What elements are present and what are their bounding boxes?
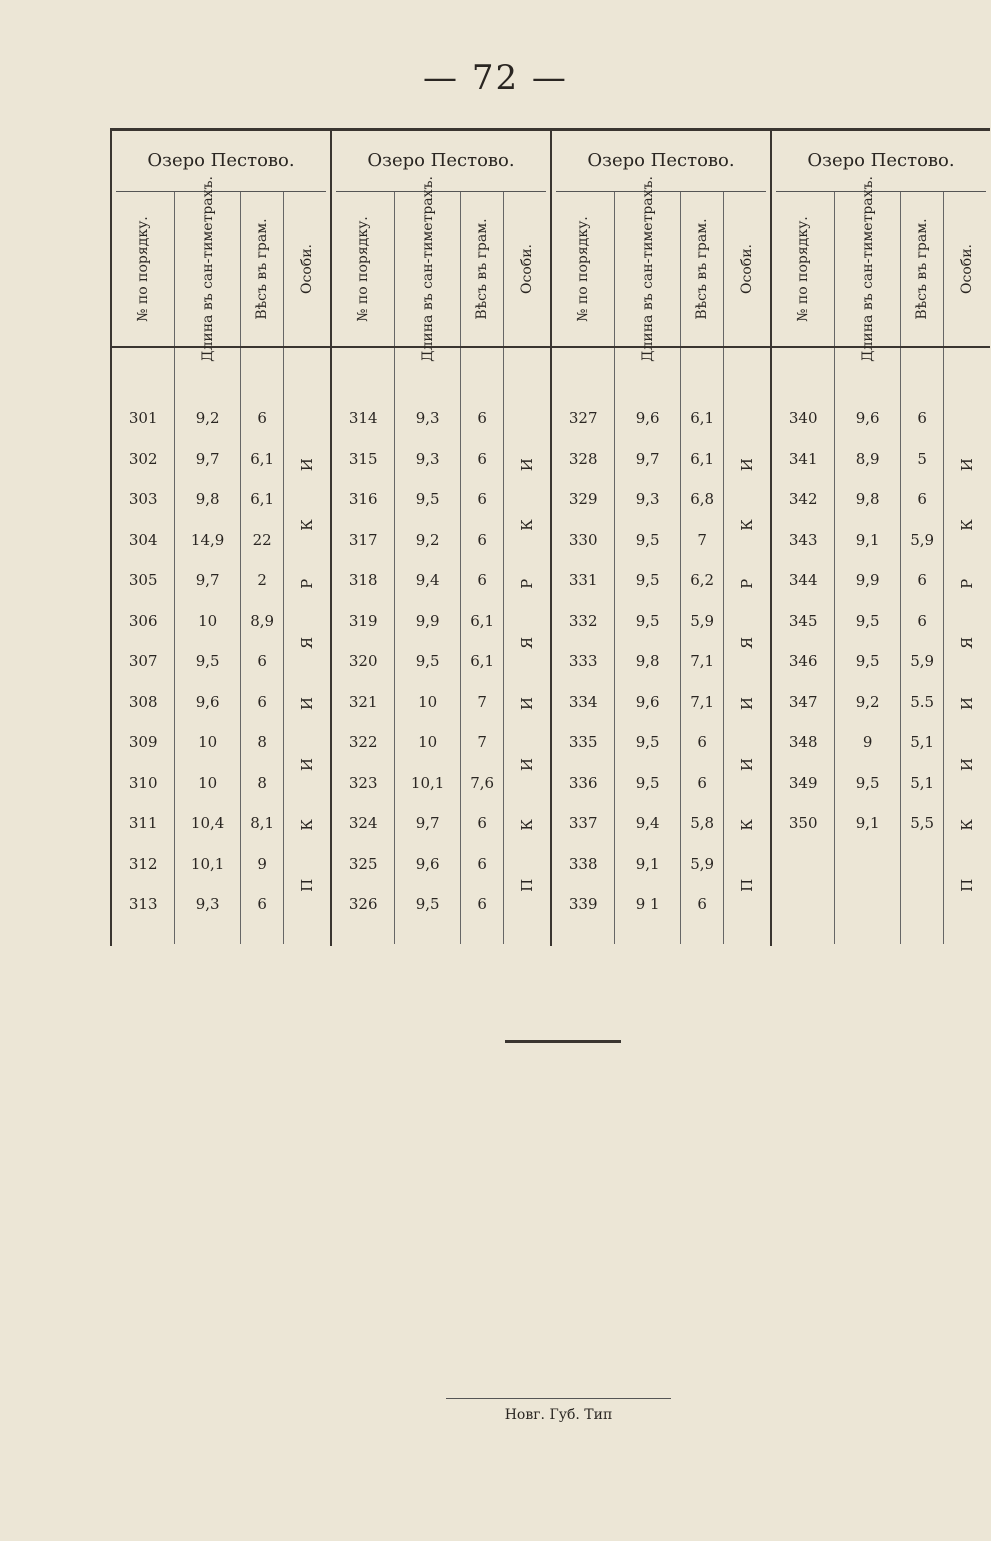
table-cell: 9,2 <box>195 409 220 427</box>
table-cell: 6 <box>477 530 487 549</box>
table-cell: 335 <box>568 733 598 751</box>
table-cell: 7 <box>477 733 487 751</box>
table-cell: 324 <box>348 814 378 832</box>
table-cell: 10 <box>198 733 218 751</box>
column-numbers <box>112 348 175 944</box>
table-cell: 349 <box>788 773 818 792</box>
column-header-row <box>332 176 550 362</box>
table-cell: 9,3 <box>415 449 440 468</box>
table-cell: 337 <box>568 814 598 832</box>
table-cell: 6 <box>477 854 487 873</box>
table-cell: 9 <box>257 854 267 873</box>
column-lengths <box>835 348 900 944</box>
table-cell: 9,5 <box>855 611 880 630</box>
table-cell: 339 <box>568 895 598 913</box>
column-header-label: № по порядку. <box>135 216 152 322</box>
table-cell: 5,8 <box>690 814 715 832</box>
table-cell: 6 <box>477 814 487 832</box>
table-cell: 301 <box>128 409 158 427</box>
column-header-number <box>332 192 395 346</box>
table-cell: 328 <box>568 449 598 468</box>
table-cell: 9,5 <box>195 652 220 670</box>
table-cell: 9,5 <box>635 530 660 549</box>
table-cell: 332 <box>568 611 598 630</box>
table-cell: 7,1 <box>690 652 715 670</box>
column-weights <box>681 348 725 944</box>
table-cell: 345 <box>788 611 818 630</box>
table-cell: 10 <box>198 611 218 630</box>
table-cell: 9,9 <box>855 571 880 589</box>
column-special <box>724 348 770 944</box>
table-cell: 344 <box>788 571 818 589</box>
table-cell: 9,6 <box>415 854 440 873</box>
column-header-length <box>615 176 680 362</box>
table-cell: 5,9 <box>690 854 715 873</box>
table-cell: 317 <box>348 530 378 549</box>
table-cell: 5 <box>917 449 927 468</box>
table-cell: 319 <box>348 611 378 630</box>
table-cell: 6,8 <box>690 490 715 508</box>
table-cell: 8,9 <box>250 611 275 630</box>
table-cell: 9,3 <box>635 490 660 508</box>
table-cell: 6 <box>257 895 267 913</box>
special-label: ПКИИЯРКИ <box>518 410 537 892</box>
lake-title: Озеро Пестово. <box>336 131 546 192</box>
table-cell: 6 <box>697 773 707 792</box>
column-header-label: Вѣсъ въ грам. <box>694 218 711 320</box>
table-cell: 346 <box>788 652 818 670</box>
column-header-length <box>175 176 240 362</box>
table-cell: 7 <box>477 692 487 711</box>
lake-table <box>110 131 330 946</box>
table-cell: 9,8 <box>855 490 880 508</box>
table-cell: 2 <box>257 571 267 589</box>
column-header-label: Особи. <box>519 244 536 294</box>
table-cell: 9,5 <box>855 652 880 670</box>
table-cell: 8,1 <box>250 814 275 832</box>
table-cell: 6,1 <box>690 409 715 427</box>
table-cell: 9,4 <box>635 814 660 832</box>
table-cell: 322 <box>348 733 378 751</box>
table-cell: 5,5 <box>910 814 935 832</box>
table-cell: 327 <box>568 409 598 427</box>
table-cell: 343 <box>788 530 818 549</box>
column-lengths <box>175 348 240 944</box>
column-header-label: № по порядку. <box>795 216 812 322</box>
table-cell: 6 <box>917 571 927 589</box>
lake-table <box>550 131 770 946</box>
table-cell: 338 <box>568 854 598 873</box>
end-divider <box>505 1040 621 1043</box>
lake-table <box>330 131 550 946</box>
table-cell: 9,5 <box>635 611 660 630</box>
column-weights <box>241 348 285 944</box>
lake-table <box>770 131 990 946</box>
table-cell: 8,9 <box>855 449 880 468</box>
table-cell: 321 <box>348 692 378 711</box>
column-header-special <box>944 192 990 346</box>
column-header-number <box>552 192 615 346</box>
table-cell: 313 <box>128 895 158 913</box>
table-cell: 9,4 <box>415 571 440 589</box>
column-special <box>284 348 330 944</box>
table-cell: 5,1 <box>910 733 935 751</box>
table-cell: 6 <box>697 733 707 751</box>
table-cell: 6 <box>477 490 487 508</box>
table-cell: 9,5 <box>635 773 660 792</box>
table-cell: 9,5 <box>635 733 660 751</box>
column-header-weight <box>241 192 285 346</box>
table-cell: 6 <box>917 490 927 508</box>
table-cell: 9,3 <box>415 409 440 427</box>
table-cell: 329 <box>568 490 598 508</box>
table-cell: 7,1 <box>690 692 715 711</box>
column-header-number <box>112 192 175 346</box>
table-cell: 9,5 <box>855 773 880 792</box>
table-cell: 9 1 <box>635 895 660 913</box>
table-cell: 9,6 <box>855 409 880 427</box>
table-cell: 334 <box>568 692 598 711</box>
column-header-label: Особи. <box>299 244 316 294</box>
column-header-special <box>724 192 770 346</box>
table-cell: 5.5 <box>910 692 935 711</box>
table-cell: 10,1 <box>190 854 225 873</box>
column-header-label: Вѣсъ въ грам. <box>914 218 931 320</box>
column-header-label: Длина въ сан-тиметрахъ. <box>419 176 436 362</box>
table-cell: 9,9 <box>415 611 440 630</box>
table-cell: 304 <box>128 530 158 549</box>
table-cell: 326 <box>348 895 378 913</box>
table-cell: 9,2 <box>415 530 440 549</box>
table-cell: 316 <box>348 490 378 508</box>
column-header-special <box>504 192 550 346</box>
lake-title: Озеро Пестово. <box>556 131 766 192</box>
table-cell <box>772 844 834 885</box>
column-weights <box>901 348 945 944</box>
column-special <box>504 348 550 944</box>
table-cell: 306 <box>128 611 158 630</box>
lake-title: Озеро Пестово. <box>116 131 326 192</box>
column-header-length <box>395 176 460 362</box>
table-cell: 6,1 <box>690 449 715 468</box>
table-cell: 302 <box>128 449 158 468</box>
column-header-row <box>552 176 770 362</box>
table-cell: 9,2 <box>855 692 880 711</box>
table-cell: 314 <box>348 409 378 427</box>
table-cell: 10 <box>418 733 438 751</box>
table-cell <box>772 884 834 925</box>
table-cell: 6 <box>917 611 927 630</box>
table-cell: 350 <box>788 814 818 832</box>
table-cell: 9 <box>862 733 873 751</box>
table-cell: 6,1 <box>250 490 275 508</box>
column-header-label: Длина въ сан-тиметрахъ. <box>639 176 656 362</box>
table-cell: 6,1 <box>250 449 275 468</box>
table-cell <box>901 844 944 885</box>
table-cell: 9,7 <box>415 814 440 832</box>
column-header-label: Особи. <box>739 244 756 294</box>
table-cell: 10,1 <box>410 773 445 792</box>
table-cell: 315 <box>348 449 378 468</box>
table-cell: 6 <box>477 449 487 468</box>
table-cell: 9,5 <box>415 895 440 913</box>
column-numbers <box>332 348 395 944</box>
column-header-label: Вѣсъ въ грам. <box>474 218 491 320</box>
column-numbers <box>552 348 615 944</box>
table-cell: 9,6 <box>635 692 660 711</box>
table-cell: 10 <box>198 773 218 792</box>
table-cell: 9,8 <box>635 652 660 670</box>
table-cell: 6 <box>477 571 487 589</box>
column-header-row <box>112 176 330 362</box>
table-cell: 6,2 <box>690 571 715 589</box>
column-header-label: № по порядку. <box>355 216 372 322</box>
table-cell: 9,5 <box>415 652 440 670</box>
table-cell: 342 <box>788 490 818 508</box>
table-cell: 325 <box>348 854 378 873</box>
table-cell: 9,6 <box>195 692 220 711</box>
table-cell: 9,3 <box>195 895 220 913</box>
table-cell: 7,6 <box>470 773 495 792</box>
column-header-special <box>284 192 330 346</box>
table-cell: 330 <box>568 530 598 549</box>
column-header-length <box>835 176 900 362</box>
column-lengths <box>615 348 680 944</box>
table-cell: 8 <box>257 733 267 751</box>
column-header-weight <box>901 192 945 346</box>
table-cell: 9,7 <box>195 449 220 468</box>
table-cell: 9,8 <box>195 490 220 508</box>
column-header-label: Вѣсъ въ грам. <box>254 218 271 320</box>
column-weights <box>461 348 505 944</box>
column-header-label: Длина въ сан-тиметрахъ. <box>859 176 876 362</box>
table-cell: 347 <box>788 692 818 711</box>
column-header-weight <box>681 192 725 346</box>
table-cell: 333 <box>568 652 598 670</box>
table-cell: 10,4 <box>190 814 225 832</box>
special-label: ПКИИЯРКИ <box>958 410 977 892</box>
column-header-label: Особи. <box>959 244 976 294</box>
printer-imprint: Новг. Губ. Тип <box>446 1398 671 1423</box>
table-cell: 348 <box>788 733 818 751</box>
table-cell: 6 <box>477 895 487 913</box>
table-cell: 5,9 <box>910 652 935 670</box>
column-special <box>944 348 990 944</box>
table-cell: 305 <box>128 571 158 589</box>
table-cell <box>835 884 899 925</box>
special-label: ПКИИЯРКИ <box>298 410 317 892</box>
table-cell: 340 <box>788 409 818 427</box>
table-cell: 309 <box>128 733 158 751</box>
table-cell: 5,9 <box>910 530 935 549</box>
table-cell: 9,1 <box>855 814 880 832</box>
table-cell: 9,7 <box>635 449 660 468</box>
table-cell: 311 <box>128 814 158 832</box>
table-cell: 6,1 <box>470 611 495 630</box>
table-cell: 341 <box>788 449 818 468</box>
table-cell: 312 <box>128 854 158 873</box>
table-cell: 331 <box>568 571 598 589</box>
table-cell: 6 <box>917 409 927 427</box>
table-cell: 6 <box>697 895 707 913</box>
table-cell: 9,1 <box>635 854 660 873</box>
table-cell: 9,1 <box>855 530 880 549</box>
table-cell: 9,7 <box>195 571 220 589</box>
table-cell: 6 <box>477 409 487 427</box>
column-header-number <box>772 192 835 346</box>
table-cell <box>901 884 944 925</box>
fish-tables <box>110 128 990 946</box>
table-cell: 6 <box>257 692 267 711</box>
column-header-label: № по порядку. <box>575 216 592 322</box>
lake-title: Озеро Пестово. <box>776 131 986 192</box>
table-cell: 308 <box>128 692 158 711</box>
table-cell: 9,5 <box>415 490 440 508</box>
table-cell: 10 <box>418 692 438 711</box>
table-cell: 22 <box>252 530 272 549</box>
column-header-weight <box>461 192 505 346</box>
table-cell: 8 <box>257 773 267 792</box>
page-number: — 72 — <box>423 58 568 98</box>
table-cell: 307 <box>128 652 158 670</box>
column-header-label: Длина въ сан-тиметрахъ. <box>199 176 216 362</box>
table-cell: 6 <box>257 652 267 670</box>
table-cell: 318 <box>348 571 378 589</box>
table-cell: 14,9 <box>190 530 225 549</box>
table-cell: 7 <box>697 530 707 549</box>
table-cell: 5,9 <box>690 611 715 630</box>
table-cell: 310 <box>128 773 158 792</box>
column-numbers <box>772 348 835 944</box>
table-cell <box>835 844 899 885</box>
table-cell: 5,1 <box>910 773 935 792</box>
column-header-row <box>772 176 990 362</box>
table-cell: 9,5 <box>635 571 660 589</box>
table-cell: 336 <box>568 773 598 792</box>
table-cell: 303 <box>128 490 158 508</box>
table-cell: 6,1 <box>470 652 495 670</box>
table-cell: 320 <box>348 652 378 670</box>
column-lengths <box>395 348 460 944</box>
table-cell: 6 <box>257 409 267 427</box>
table-cell: 323 <box>348 773 378 792</box>
special-label: ПКИИЯРКИ <box>738 410 757 892</box>
table-cell: 9,6 <box>635 409 660 427</box>
